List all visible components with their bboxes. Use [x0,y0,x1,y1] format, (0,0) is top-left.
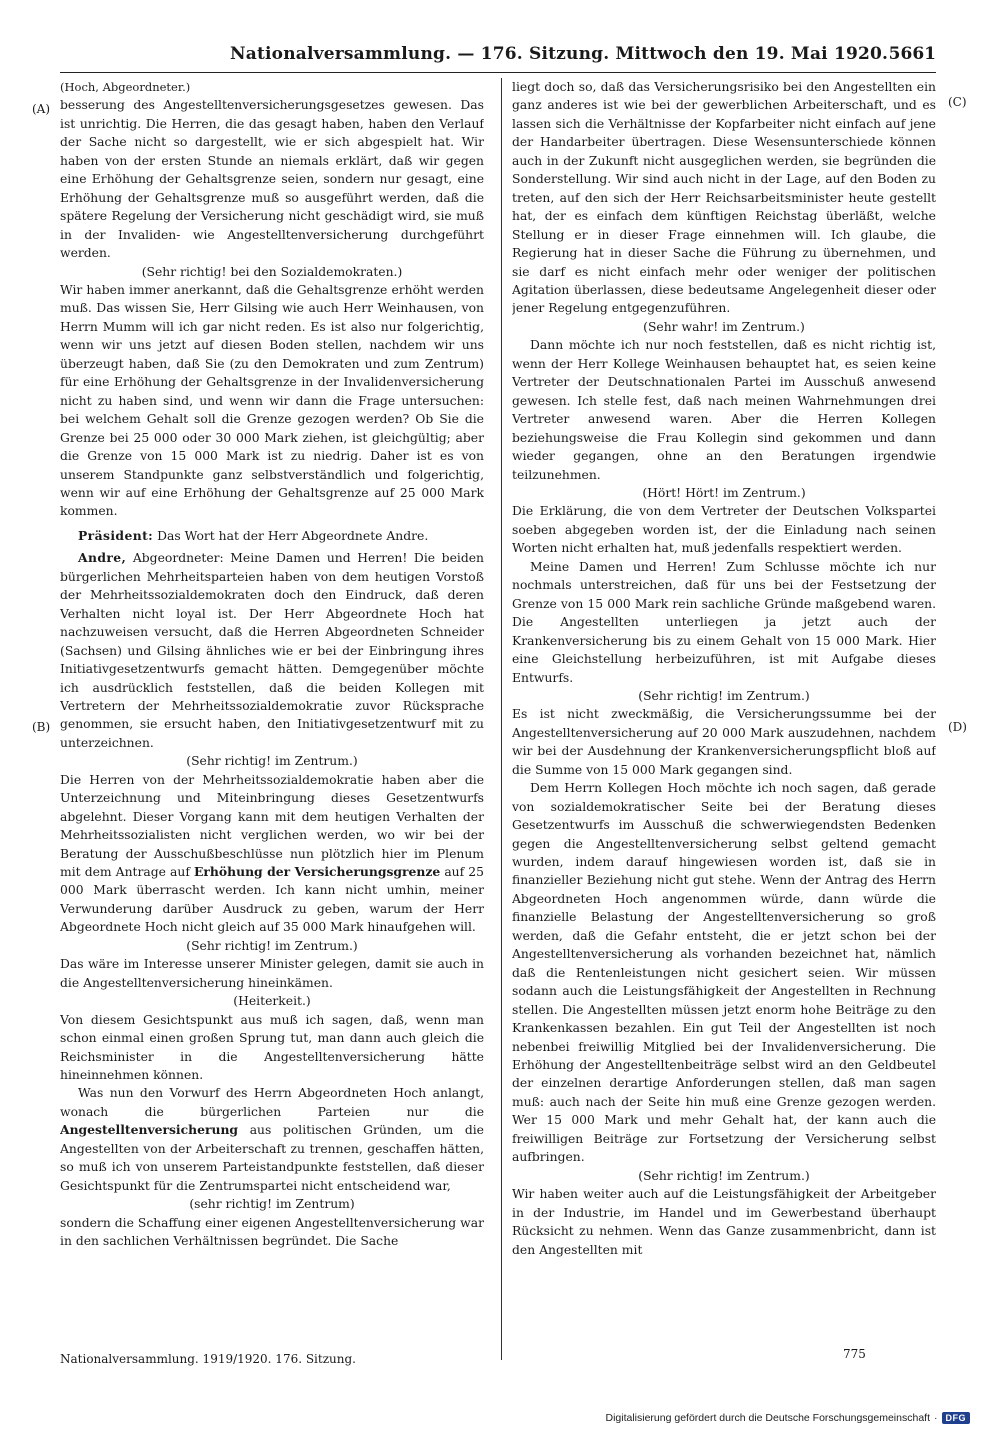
left-column [60,78,484,1340]
paragraph: Dem Herrn Kollegen Hoch möchte ich noch sagen, daß gerade von sozialdemokratischer Seite bei der Beratung dieses Gesetzentwurfs im Ausschuß die schwerwiegendsten Bedenken gegen die Angestelltenversicherung selbst geltend gemacht wurden, indem darauf hingewiesen worden ist, daß sie in finanzieller Beziehung nicht gut stehe. Wenn der Antrag des Herrn Abgeordneten Hoch angenommen würde, dann würde die finanzielle Belastung der Angestelltenversicherung so groß werden, daß die Gefahr entsteht, die er jetzt schon bei der Angestelltenversicherung als vorhanden bezeichnet hat, nämlich daß die Rentenleistungen nicht gesichert seien. Wir müssen sodann auch die Leistungsfähigkeit der Angestellten in Rechnung stellen. Die Angestellten müssen jetzt enorm hohe Beiträge zu den Krankenkassen bezahlen. Ein gut Teil der Angestellten ist noch nebenbei freiwillig Mitglied bei der Invalidenversicherung. Die Erhöhung der Angestelltenbeiträge selbst wird an den Geldbeutel der einzelnen derartige Anforderungen stellen, daß man sagen muß: auch nach der Seite hin muß eine Grenze gezogen werden. Wer 15 000 Mark und mehr Gehalt hat, der kann auch die freiwilligen Beiträge zur Fortsetzung der Versicherung selbst aufbringen. [512,781,936,1165]
header-title: Nationalversammlung. — 176. Sitzung. Mittwoch den 19. Mai 1920. [230,44,889,64]
emphasis: Angestelltenversicherung [60,1122,239,1138]
paragraph: besserung des Angestelltenversicherungsgesetzes gewesen. Das ist unrichtig. Die Herren, die das gesagt haben, haben den Verlauf der Sache nicht so dargestellt, wie er sich abgespielt hat. Wir haben von der ersten Stunde an niemals erklärt, daß wir gegen eine Erhöhung der Gehaltsgrenze seien, sondern nur gesagt, eine Erhöhung der Gehaltsgrenze muß so ausgeführt werden, daß die spätere Regelung der Versicherung nicht geschädigt wird, sie muß in der Invaliden- wie Angestelltenversicherung durchgeführt werden. [60,98,484,261]
paragraph: Wir haben immer anerkannt, daß die Gehaltsgrenze erhöht werden muß. Das wissen Sie, Herr Gilsing wie auch Herr Weinhausen, von Herrn Mumm will ich gar nicht reden. Es ist also nur folgerichtig, wenn wir uns jetzt auf diesen Boden stellen, nachdem wir uns überzeugt haben, daß Sie (zu den Demokraten und zum Zentrum) für eine Erhöhung der Gehaltsgrenze in der Invalidenversicherung nicht zu haben sind, und wenn wir dann die Frage untersuchen: bei welchem Gehalt soll die Grenze gezogen werden? Ob Sie die Grenze bei 25 000 oder 30 000 Mark ziehen, ist gleichgültig; aber die Grenze von 15 000 Mark ist zu niedrig. Daher ist es von unserem Standpunkte ganz selbstverständlich und folgerichtig, wenn wir auf eine Erhöhung der Gehaltsgrenze auf 25 000 Mark kommen. [60,282,484,519]
paragraph: Es ist nicht zweckmäßig, die Versicherungssumme bei der Angestelltenversicherung auf 20 000 Mark auszudehnen, nachdem wir bei der Ausdehnung der Krankenversicherungspflicht bloß auf die Summe von 15 000 Mark gegangen sind. [512,707,936,777]
reaction: (Sehr richtig! im Zentrum.) [186,754,358,769]
column-divider [501,78,502,1360]
reaction: (Sehr richtig! im Zentrum.) [638,688,810,703]
margin-marker-a: (A) [32,102,51,116]
paragraph: Von diesem Gesichtspunkt aus muß ich sagen, daß, wenn man schon einmal einen großen Sprung tut, man dann auch gleich die Reichsminister in die Angestelltenversicherung hätte hineinnehmen können. [60,1012,484,1083]
footer-sheet-number: 775 [843,1347,866,1361]
margin-marker-d: (D) [948,720,967,734]
margin-marker-b: (B) [32,720,51,734]
speech-text: Abgeordneter: Meine Damen und Herren! Die beiden bürgerlichen Mehrheitsparteien haben von dem heutigen Vorstoß der Mehrheitssozialdemokraten doch den Eindruck, daß deren Verhalten nicht loyal ist. Der Herr Abgeordnete Hoch hat nachzuweisen versucht, daß die Herren Abgeordneten Schneider (Sachsen) und Gilsing ähnliches wie er bei der Einbringung ihres Initiativgesetzentwurfs gemacht hätten. Demgegenüber möchte ich ausdrücklich feststellen, daß die beiden Kollegen mit Vertretern der Mehrheitssozialdemokratie zuvor Rücksprache genommen, sie ersucht haben, den Initiativgesetzentwurf mit zu unterzeichnen. [60,551,484,750]
reaction: (Hört! Hört! im Zentrum.) [642,485,806,500]
speech-text: Das Wort hat der Herr Abgeordnete Andre. [157,528,429,543]
paragraph: Dann möchte ich nur noch feststellen, daß es nicht richtig ist, wenn der Herr Kollege Weinhausen behauptet hat, es seien keine Vertreter der Deutschnationalen Partei im Ausschuß anwesend gewesen. Ich stelle fest, daß nach meinen Wahrnehmungen drei Vertreter anwesend waren. Aber die Herren Kollegen beziehungsweise die Frau Kollegin sind gekommen und dann wieder gegangen, ohne an den Beratungen irgendwie teilzunehmen. [512,338,936,482]
paragraph [60,771,484,937]
margin-marker-c: (C) [948,95,967,109]
right-column [512,78,936,1340]
reaction: (Sehr richtig! im Zentrum.) [186,938,358,953]
speaker-label: Präsident: [78,527,154,543]
speaker-label: Andre, [78,550,127,566]
president-paragraph [60,527,484,545]
speaker-line: (Hoch, Abgeordneter.) [60,80,191,94]
reaction: (Sehr richtig! im Zentrum.) [638,1168,810,1183]
text-run: auf 25 000 Mark überrascht werden. Ich kann nicht umhin, meiner Verwunderung darüber Ausdruck zu geben, warum der Herr Abgeordnete Hoch nicht gleich auf 35 000 Mark hinaufgehen will. [60,865,484,935]
footer-imprint: Nationalversammlung. 1919/1920. 176. Sitzung. [60,1352,356,1366]
paragraph [60,1084,484,1195]
reaction: (Sehr richtig! bei den Sozialdemokraten.) [141,264,403,279]
paragraph: Wir haben weiter auch auf die Leistungsfähigkeit der Arbeitgeber in der Industrie, im Handel und im Gewerbestand überhaupt Rücksicht zu nehmen. Wenn das Ganze zusammenbricht, dann ist den Angestellten mit [512,1187,936,1257]
page-number: 5661 [888,44,936,64]
paragraph: Die Erklärung, die von dem Vertreter der Deutschen Volkspartei soeben abgegeben worden ist, der die Einladung nach seinen Worten nicht erhalten hat, muß jedenfalls respektiert werden. [512,504,936,556]
dfg-logo: DFG [942,1412,971,1424]
reaction: (Heiterkeit.) [233,994,311,1009]
reaction: (sehr richtig! im Zentrum) [189,1197,355,1212]
paragraph: sondern die Schaffung einer eigenen Angestelltenversicherung war in den sachlichen Verhältnissen begründet. Die Sache [60,1215,484,1249]
paragraph: liegt doch so, daß das Versicherungsrisiko bei den Angestellten ein ganz anderes ist wie bei der gewerblichen Arbeiterschaft, und es lassen sich die Verhältnisse der Kopfarbeiter nicht einfach auf jene der Handarbeiter übertragen. Diese Wesensunterschiede können auch in der Zukunft nicht ausgeglichen werden, sie begründen die Sonderstellung. Wir sind auch nicht in der Lage, auf den Boden zu treten, auf den sich der Herr Reichsarbeitsminister heute gestellt hat, der es einfach dem künftigen Reichstag überläßt, welche Stellung er in dieser Frage einnehmen will. Ich glaube, die Regierung hat in dieser Sache die Führung zu übernehmen, und sie darf es nicht einfach mehr oder weniger der politischen Agitation überlassen, diese bedeutsame Angelegenheit dieser oder jener Regelung entgegenzuführen. [512,80,936,316]
text-run: Die Herren von der Mehrheitssozialdemokratie haben aber die Unterzeichnung und Miteinbringung dieses Gesetzentwurfs abgelehnt. Dieser Vorgang kann mit dem heutigen Verhalten der Mehrheitssozialisten nicht verglichen werden, wo wir bei der Beratung der Ausschußbeschlüsse nun plötzlich hier im Plenum mit dem Antrage auf [60,772,484,880]
reaction: (Sehr wahr! im Zentrum.) [643,319,805,334]
paragraph: Das wäre im Interesse unserer Minister gelegen, damit sie auch in die Angestelltenversicherung hineinkämen. [60,957,484,990]
separator: · [934,1412,938,1424]
paragraph: Meine Damen und Herren! Zum Schlusse möchte ich nur nochmals unterstreichen, daß für uns bei der Festsetzung der Grenze von 15 000 Mark rein sachliche Gründe maßgebend waren. Die Angestellten unterliegen ja jetzt auch der Krankenversicherung bis zu einem Gehalt von 15 000 Mark. Hier eine Gleichstellung herbeizuführen, ist mit Aufgabe dieses Entwurfs. [512,559,936,685]
andre-paragraph [60,549,484,752]
digitization-text: Digitalisierung gefördert durch die Deutsche Forschungsgemeinschaft [605,1412,930,1424]
page-header [60,42,936,73]
text-run: aus politischen Gründen, um die Angestellten von der Arbeiterschaft zu trennen, geschaffen hätten, so muß ich von unserem Parteistandpunkte feststellen, daß dieser Gesichtspunkt für die Zentrumspartei nicht entscheidend war, [60,1123,484,1193]
digitization-note [605,1412,970,1424]
emphasis: Erhöhung der Versicherungsgrenze [194,864,441,880]
text-run: Was nun den Vorwurf des Herrn Abgeordneten Hoch anlangt, wonach die bürgerlichen Parteien nur die [60,1086,484,1119]
